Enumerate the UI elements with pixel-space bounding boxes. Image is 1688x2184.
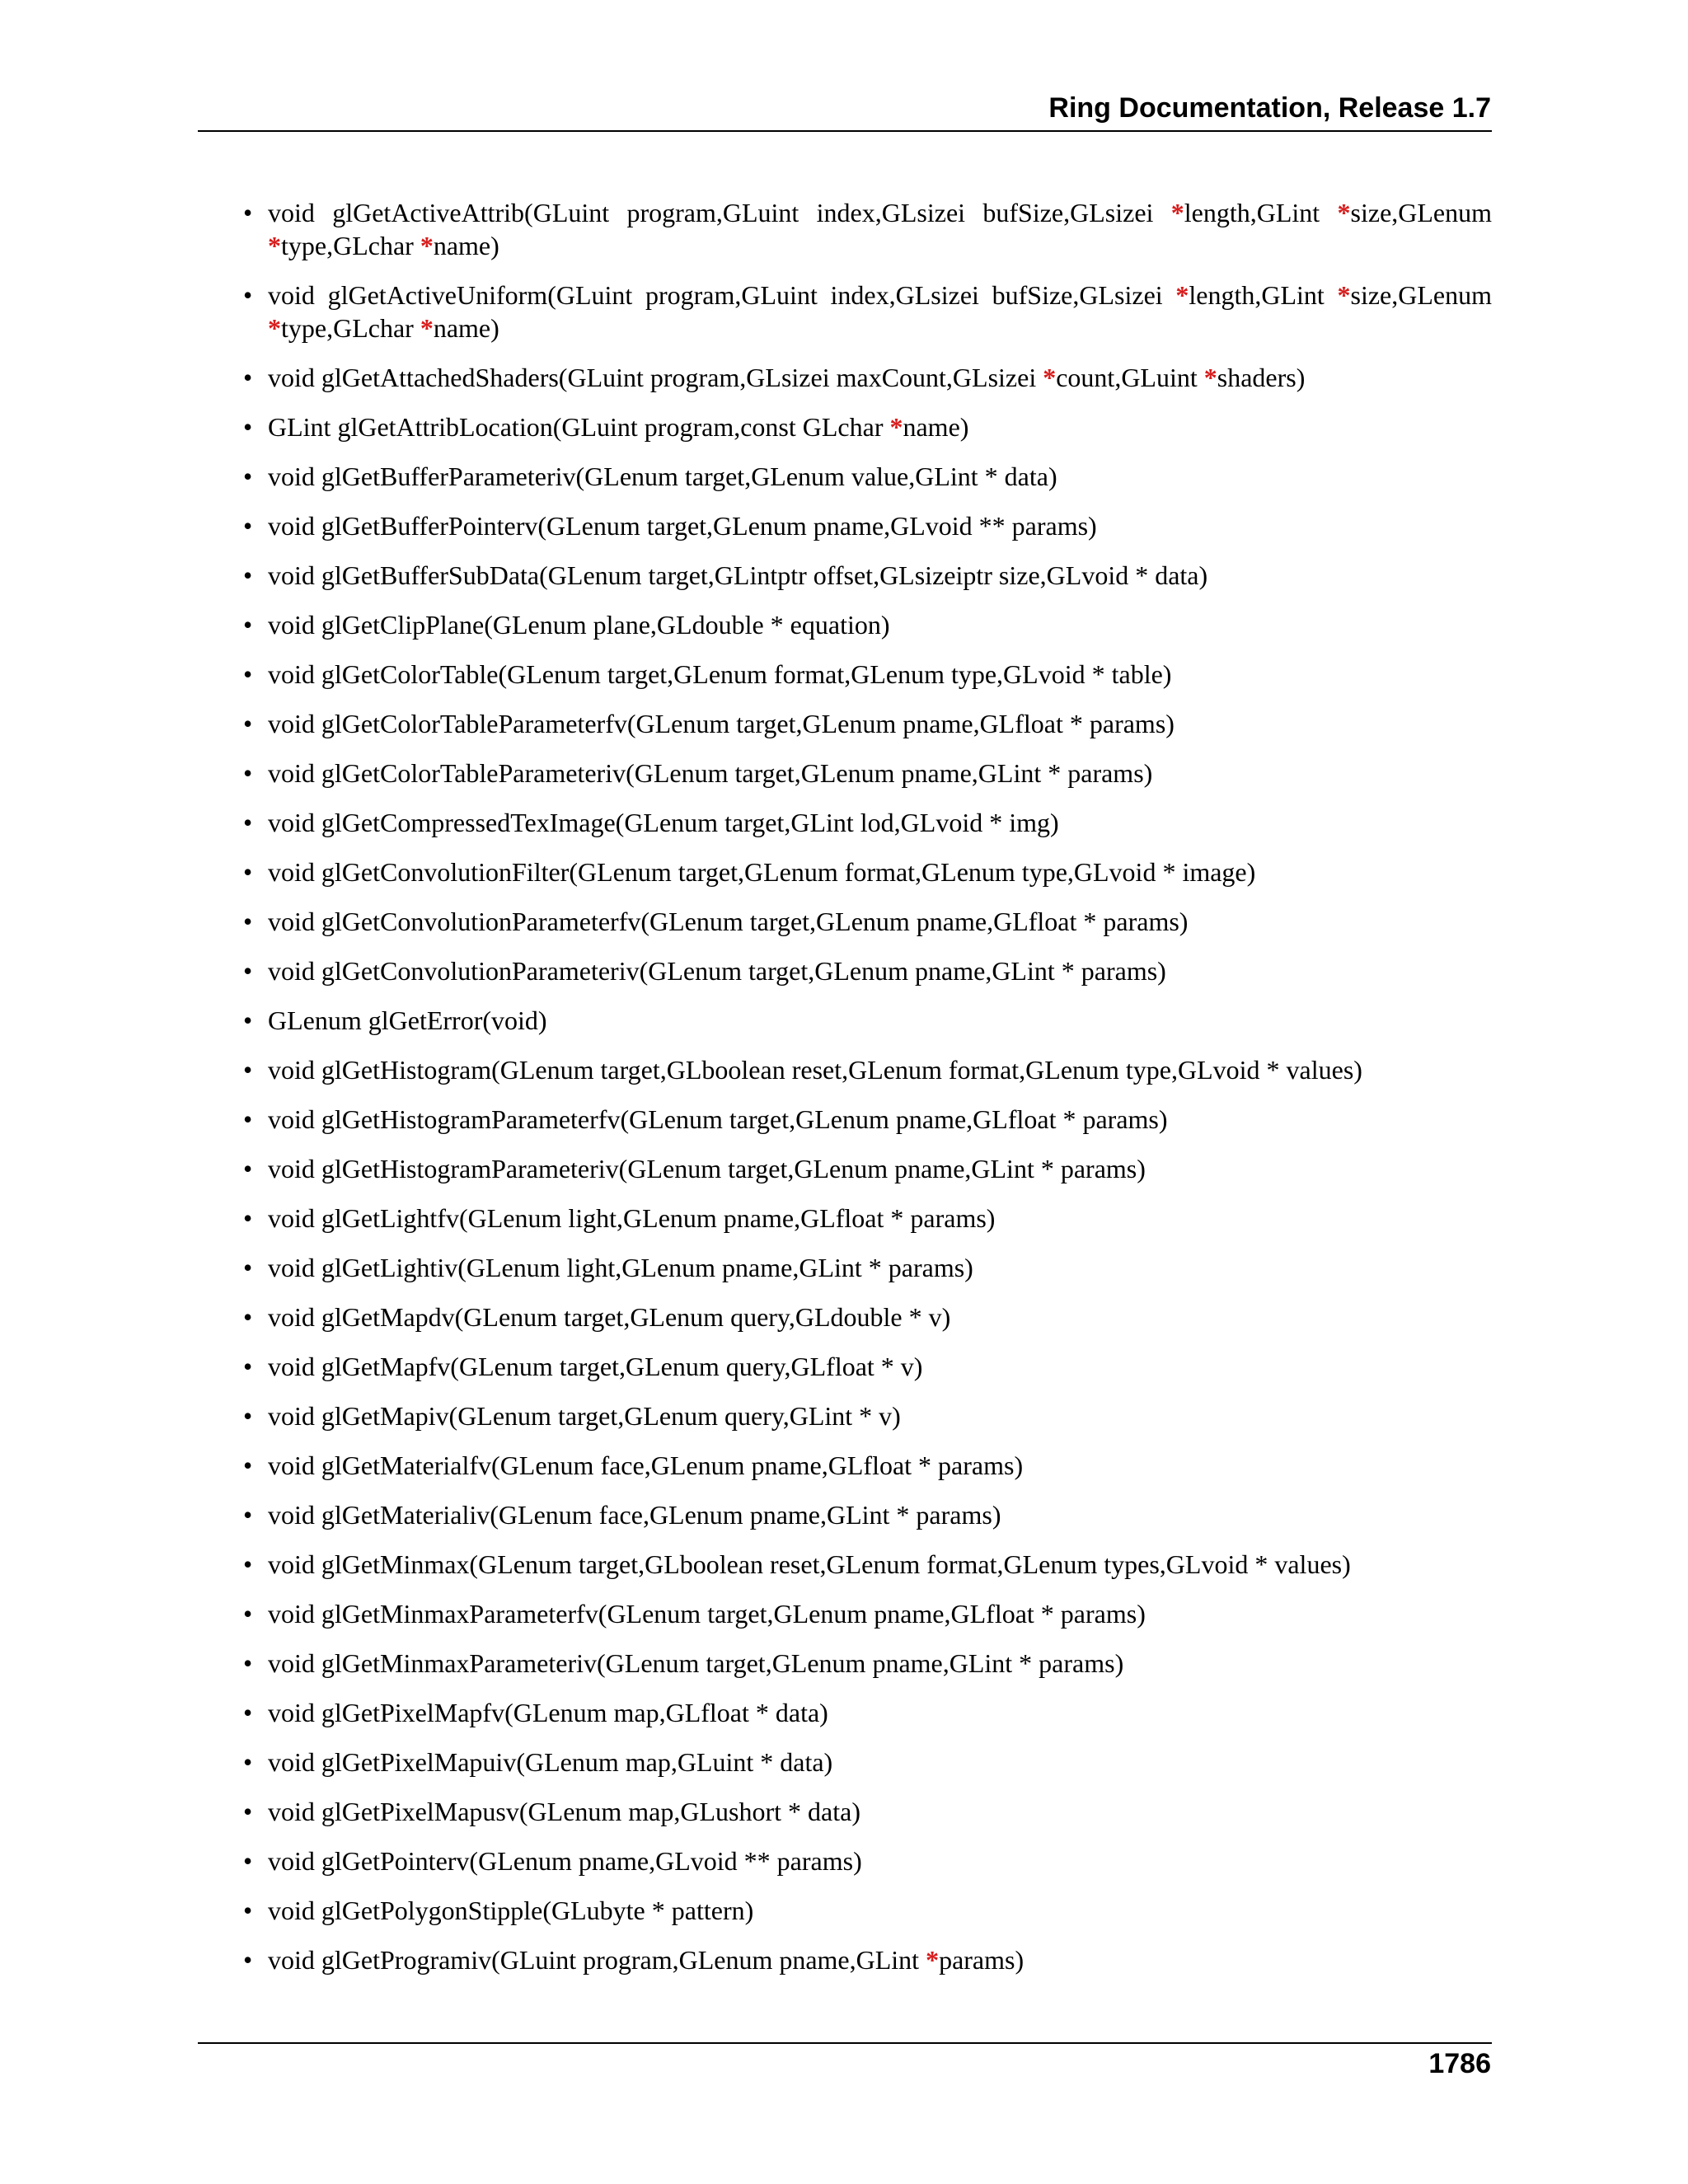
signature-text: GLint glGetAttribLocation(GLuint program,const GLchar — [268, 412, 890, 442]
bullet-marker: • — [243, 1747, 253, 1777]
list-item — [243, 1350, 1492, 1383]
signature-text: void glGetHistogram(GLenum target,GLboolean reset,GLenum format,GLenum type,GLvoid * values) — [268, 1055, 1362, 1085]
function-signature — [268, 1352, 922, 1381]
function-signature — [268, 610, 890, 640]
function-signature — [268, 363, 1305, 392]
function-signature — [268, 1104, 1168, 1134]
function-signature — [268, 857, 1255, 887]
page-header-title: Ring Documentation, Release 1.7 — [1048, 92, 1491, 124]
function-signature — [268, 1302, 950, 1332]
signature-text: void glGetPointerv(GLenum pname,GLvoid ** params) — [268, 1846, 862, 1876]
bullet-marker: • — [243, 363, 253, 392]
function-signature — [268, 1253, 973, 1282]
bullet-marker: • — [243, 1253, 253, 1282]
signature-text: void glGetPixelMapusv(GLenum map,GLushort * data) — [268, 1797, 860, 1826]
function-signature — [268, 198, 1492, 260]
function-signature — [268, 956, 1166, 986]
signature-text: length,GLint — [1184, 198, 1338, 227]
function-signature — [268, 1451, 1023, 1480]
bullet-marker: • — [243, 1797, 253, 1826]
bullet-marker: • — [243, 1203, 253, 1233]
signature-text: void glGetMinmax(GLenum target,GLboolean reset,GLenum format,GLenum types,GLvoid * values) — [268, 1549, 1351, 1579]
function-signature — [268, 1401, 901, 1431]
function-signature — [268, 1055, 1362, 1085]
bullet-marker: • — [243, 1896, 253, 1925]
signature-text: type,GLchar — [281, 231, 420, 260]
bullet-marker: • — [243, 1401, 253, 1431]
signature-text: void glGetMapdv(GLenum target,GLenum query,GLdouble * v) — [268, 1302, 951, 1332]
signature-text: void glGetHistogramParameteriv(GLenum target,GLenum pname,GLint * params) — [268, 1154, 1146, 1183]
function-signature — [268, 1698, 828, 1727]
signature-text: void glGetLightiv(GLenum light,GLenum pname,GLint * params) — [268, 1253, 973, 1282]
function-signature — [268, 1500, 1001, 1530]
bullet-marker: • — [243, 659, 253, 689]
bullet-marker: • — [243, 808, 253, 837]
function-signature — [268, 560, 1207, 590]
signature-text: void glGetColorTable(GLenum target,GLenum format,GLenum type,GLvoid * table) — [268, 659, 1172, 689]
signature-text: void glGetConvolutionFilter(GLenum target,GLenum format,GLenum type,GLvoid * image) — [268, 857, 1256, 887]
signature-text: name) — [433, 231, 499, 260]
signature-text: void glGetMapfv(GLenum target,GLenum query,GLfloat * v) — [268, 1352, 923, 1381]
pointer-asterisk: * — [268, 231, 281, 260]
function-signature-list — [243, 196, 1492, 1993]
signature-text: void glGetPolygonStipple(GLubyte * pattern) — [268, 1896, 754, 1925]
bullet-marker: • — [243, 758, 253, 788]
list-item — [243, 1301, 1492, 1333]
list-item — [243, 905, 1492, 938]
pointer-asterisk: * — [1175, 280, 1189, 310]
signature-text: void glGetBufferParameteriv(GLenum target,GLenum value,GLint * data) — [268, 462, 1057, 491]
signature-text: type,GLchar — [281, 313, 420, 343]
list-item — [243, 559, 1492, 592]
signature-text: count,GLuint — [1056, 363, 1204, 392]
signature-text: void glGetBufferPointerv(GLenum target,GLenum pname,GLvoid ** params) — [268, 511, 1097, 541]
signature-text: void glGetPixelMapfv(GLenum map,GLfloat * data) — [268, 1698, 828, 1727]
signature-text: void glGetPixelMapuiv(GLenum map,GLuint * data) — [268, 1747, 833, 1777]
signature-text: void glGetClipPlane(GLenum plane,GLdouble * equation) — [268, 610, 890, 640]
signature-text: size,GLenum — [1350, 280, 1492, 310]
signature-text: void glGetConvolutionParameterfv(GLenum target,GLenum pname,GLfloat * params) — [268, 907, 1189, 936]
list-item — [243, 1548, 1492, 1581]
list-item — [243, 954, 1492, 987]
list-item — [243, 196, 1492, 262]
bullet-marker: • — [243, 1599, 253, 1629]
list-item — [243, 1844, 1492, 1877]
function-signature — [268, 511, 1097, 541]
list-item — [243, 1894, 1492, 1927]
header-divider — [198, 130, 1492, 132]
page-number: 1786 — [1428, 2048, 1491, 2079]
list-item — [243, 608, 1492, 641]
signature-text: size,GLenum — [1350, 198, 1493, 227]
function-signature — [268, 462, 1057, 491]
signature-text: void glGetMaterialiv(GLenum face,GLenum pname,GLint * params) — [268, 1500, 1001, 1530]
pointer-asterisk: * — [889, 412, 903, 442]
pointer-asterisk: * — [1337, 198, 1351, 227]
list-item — [243, 1696, 1492, 1729]
list-item — [243, 707, 1492, 740]
function-signature — [268, 659, 1171, 689]
signature-text: void glGetActiveUniform(GLuint program,GLuint index,GLsizei bufSize,GLsizei — [268, 280, 1176, 310]
pointer-asterisk: * — [1203, 363, 1217, 392]
function-signature — [268, 1599, 1146, 1629]
signature-text: GLenum glGetError(void) — [268, 1005, 547, 1035]
signature-text: void glGetColorTableParameteriv(GLenum target,GLenum pname,GLint * params) — [268, 758, 1153, 788]
bullet-marker: • — [243, 610, 253, 640]
signature-text: void glGetBufferSubData(GLenum target,GLintptr offset,GLsizeiptr size,GLvoid * data) — [268, 560, 1208, 590]
bullet-marker: • — [243, 1302, 253, 1332]
pointer-asterisk: * — [268, 313, 281, 343]
list-item — [243, 1795, 1492, 1828]
bullet-marker: • — [243, 198, 253, 227]
bullet-marker: • — [243, 709, 253, 738]
signature-text: void glGetProgramiv(GLuint program,GLenum pname,GLint — [268, 1945, 926, 1975]
bullet-marker: • — [243, 857, 253, 887]
signature-text: params) — [939, 1945, 1025, 1975]
function-signature — [268, 709, 1175, 738]
function-signature — [268, 907, 1188, 936]
pointer-asterisk: * — [1043, 363, 1057, 392]
list-item — [243, 1399, 1492, 1432]
signature-text: length,GLint — [1189, 280, 1338, 310]
signature-text: void glGetMaterialfv(GLenum face,GLenum pname,GLfloat * params) — [268, 1451, 1024, 1480]
bullet-marker: • — [243, 511, 253, 541]
signature-text: void glGetActiveAttrib(GLuint program,GLuint index,GLsizei bufSize,GLsizei — [268, 198, 1171, 227]
pointer-asterisk: * — [1170, 198, 1184, 227]
bullet-marker: • — [243, 462, 253, 491]
list-item — [243, 1449, 1492, 1482]
bullet-marker: • — [243, 1005, 253, 1035]
function-signature — [268, 1747, 832, 1777]
bullet-marker: • — [243, 1549, 253, 1579]
signature-text: void glGetColorTableParameterfv(GLenum target,GLenum pname,GLfloat * params) — [268, 709, 1175, 738]
list-item — [243, 279, 1492, 344]
signature-text: void glGetLightfv(GLenum light,GLenum pname,GLfloat * params) — [268, 1203, 996, 1233]
bullet-marker: • — [243, 1154, 253, 1183]
signature-text: void glGetMinmaxParameterfv(GLenum target,GLenum pname,GLfloat * params) — [268, 1599, 1146, 1629]
function-signature — [268, 1945, 1024, 1975]
signature-text: void glGetMapiv(GLenum target,GLenum query,GLint * v) — [268, 1401, 901, 1431]
function-signature — [268, 758, 1152, 788]
bullet-marker: • — [243, 560, 253, 590]
signature-text: name) — [433, 313, 499, 343]
list-item — [243, 1597, 1492, 1630]
function-signature — [268, 1896, 753, 1925]
list-item — [243, 855, 1492, 888]
signature-text: void glGetMinmaxParameteriv(GLenum target,GLenum pname,GLint * params) — [268, 1648, 1124, 1678]
signature-text: shaders) — [1217, 363, 1306, 392]
function-signature — [268, 1549, 1351, 1579]
pointer-asterisk: * — [420, 313, 434, 343]
pointer-asterisk: * — [420, 231, 434, 260]
bullet-marker: • — [243, 1104, 253, 1134]
bullet-marker: • — [243, 1846, 253, 1876]
bullet-marker: • — [243, 1698, 253, 1727]
bullet-marker: • — [243, 1500, 253, 1530]
bullet-marker: • — [243, 1451, 253, 1480]
list-item — [243, 806, 1492, 839]
list-item — [243, 460, 1492, 493]
pointer-asterisk: * — [926, 1945, 940, 1975]
list-item — [243, 658, 1492, 691]
bullet-marker: • — [243, 1055, 253, 1085]
list-item — [243, 1103, 1492, 1136]
function-signature — [268, 1203, 995, 1233]
footer-divider — [198, 2042, 1492, 2044]
function-signature — [268, 412, 968, 442]
function-signature — [268, 1797, 860, 1826]
list-item — [243, 757, 1492, 790]
list-item — [243, 1004, 1492, 1037]
function-signature — [268, 280, 1492, 343]
function-signature — [268, 1154, 1146, 1183]
function-signature — [268, 808, 1059, 837]
function-signature — [268, 1005, 547, 1035]
list-item — [243, 410, 1492, 443]
signature-text: void glGetHistogramParameterfv(GLenum target,GLenum pname,GLfloat * params) — [268, 1104, 1168, 1134]
list-item — [243, 1746, 1492, 1779]
list-item — [243, 1943, 1492, 1976]
signature-text: void glGetConvolutionParameteriv(GLenum target,GLenum pname,GLint * params) — [268, 956, 1166, 986]
list-item — [243, 1498, 1492, 1531]
list-item — [243, 361, 1492, 394]
list-item — [243, 509, 1492, 542]
signature-text: void glGetCompressedTexImage(GLenum target,GLint lod,GLvoid * img) — [268, 808, 1059, 837]
bullet-marker: • — [243, 956, 253, 986]
bullet-marker: • — [243, 412, 253, 442]
bullet-marker: • — [243, 1945, 253, 1975]
bullet-marker: • — [243, 280, 253, 310]
bullet-marker: • — [243, 1352, 253, 1381]
function-signature — [268, 1846, 862, 1876]
pointer-asterisk: * — [1337, 280, 1351, 310]
list-item — [243, 1647, 1492, 1680]
list-item — [243, 1053, 1492, 1086]
bullet-marker: • — [243, 907, 253, 936]
signature-text: void glGetAttachedShaders(GLuint program,GLsizei maxCount,GLsizei — [268, 363, 1043, 392]
list-item — [243, 1251, 1492, 1284]
list-item — [243, 1152, 1492, 1185]
list-item — [243, 1202, 1492, 1235]
function-signature — [268, 1648, 1123, 1678]
bullet-marker: • — [243, 1648, 253, 1678]
signature-text: name) — [903, 412, 969, 442]
